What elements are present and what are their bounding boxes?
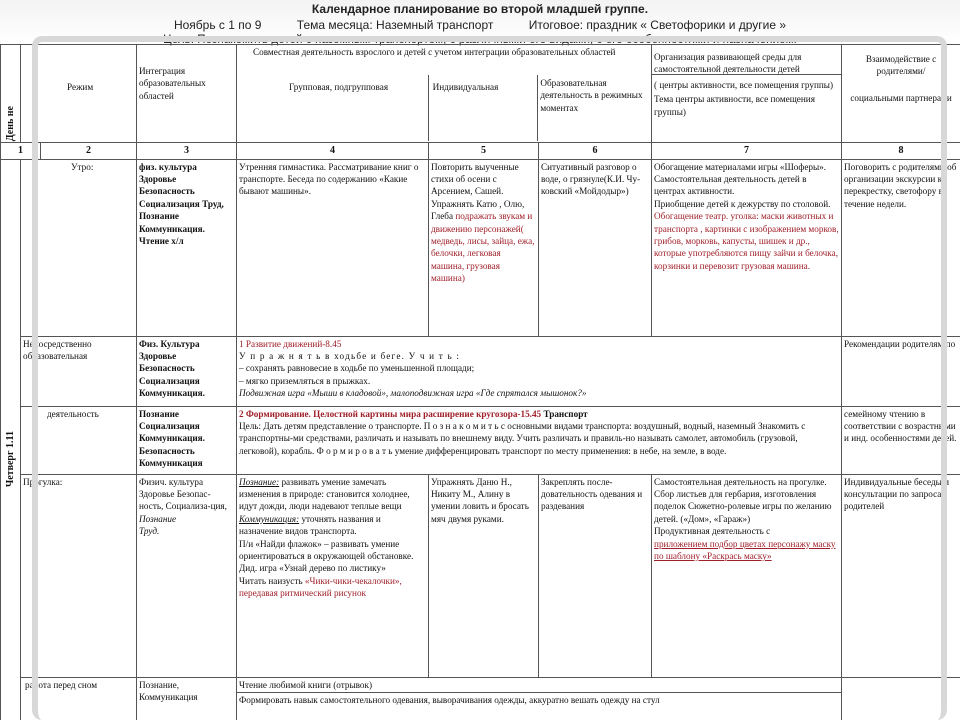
- column-parents: Взаимодействие с родителями/ социальными партнерами: [842, 45, 960, 143]
- header-period: Ноябрь с 1 по 9: [173, 18, 262, 32]
- table-header-row: [1, 45, 960, 143]
- row-direct: [1, 336, 960, 406]
- row-sleep: [1, 677, 960, 720]
- walk-regime: Прогулка:: [21, 474, 137, 677]
- direct-regime: Непосредственно образовательная: [21, 336, 137, 406]
- header-goal: Цель: Познакомить детей с наземным транспортом, с различными его видами, с его особенностями и назначением.: [163, 34, 797, 46]
- col-number-2: 2: [41, 143, 137, 160]
- morning-integration: физ. культура Здоровье Безопасность Социализация Труд, Познание Коммуникация. Чтение х/л: [137, 159, 237, 336]
- sleep-content: Чтение любимой книги (отрывок) Формировать навык самостоятельного одевания, выворачивания одежды, аккуратно вешать одежду на стул: [237, 677, 842, 720]
- col-number-7: 7: [652, 143, 842, 160]
- row-walk: [1, 474, 960, 677]
- column-environment: Организация развивающей среды для самостоятельной деятельности детей ( центры активности, все помещения группы) Тема центры активности, все помещения группы): [652, 45, 842, 143]
- activity-content: 2 Формирование. Целостной картины мира расширение кругозора-15.45 Транспорт Цель: Дать детям представление о транспорте. П о з н а к о м и т ь с основными видами транспорта: воздушный, водный, наземный Знакомить с транспортны-ми средствами, различать и называть по внешнему виду. Учить различать и правиль-но называть самолет, автомобиль (грузовой, легковой), корабль. Ф о р м и р о в а т ь умение дифференцировать транспорт по месту применения: в небе, на земле, в воде.: [237, 406, 842, 474]
- activity-regime: деятельность: [21, 406, 137, 474]
- row-activity: [1, 406, 960, 474]
- walk-parents: Индивидуальные беседы и консультации по запросам родителей: [842, 474, 960, 677]
- header-final: Итоговое: праздник « Светофорики и другие »: [528, 18, 787, 32]
- header-subline: [0, 18, 960, 32]
- sleep-regime: работа перед сном: [21, 677, 137, 720]
- morning-group: Утренняя гимнастика. Рассматривание книг о транспорте. Беседа по содержанию «Какие бывают машины».: [237, 159, 429, 336]
- morning-moments: Ситуативный разговор о воде, о грязнуле(К.И. Чу-ковский «Мойдодыр»): [539, 159, 652, 336]
- planning-table: [0, 44, 960, 720]
- column-joint: Совместная деятельность взрослого и детей с учетом интеграции образовательных областей Групповая, подгрупповая Индивидуальная Образовательная деятельность в режимных моментах: [237, 45, 652, 143]
- column-day: День не: [4, 105, 16, 141]
- header-theme: Тема месяца: Наземный транспорт: [296, 18, 494, 32]
- column-group: Групповая, подгрупповая: [237, 75, 429, 141]
- activity-integration: Познание Социализация Коммуникация. Безопасность Коммуникация: [137, 406, 237, 474]
- direct-integration: Физ. Культура Здоровье Безопасность Социализация Коммуникация.: [137, 336, 237, 406]
- col-number-4: 4: [237, 143, 429, 160]
- direct-content: 1 Развитие движений-8.45 У п р а ж н я т ь в ходьбе и беге. У ч и т ь : – сохранять равновесие в ходьбе по уменьшенной площади; – мягко приземляться в прыжках. Подвижная игра «Мыши в кладовой», малоподвижная игра «Где спрятался мышонок?»: [237, 336, 842, 406]
- morning-parents: Поговорить с родителями об организации экскурсии к перекрестку, светофору в течение недели.: [842, 159, 960, 336]
- column-moments: Образовательная деятельность в режимных моментах: [540, 78, 643, 113]
- page-title: Календарное планирование во второй младшей группе.: [311, 2, 649, 16]
- morning-regime: Утро:: [21, 159, 137, 336]
- sleep-integration: Познание, Коммуникация: [137, 677, 237, 720]
- column-regime: Режим: [21, 45, 137, 143]
- col-number-8: 8: [842, 143, 960, 160]
- col-number-1: 1: [1, 143, 41, 160]
- morning-environment: Обогащение материалами игры «Шоферы». Самостоятельная деятельность детей в центрах активности. Приобщение детей к дежурству по столовой. Обогащение театр. уголка: маски животных и транспорта , картинки с изображением морков, грибов, морковь, капусты, шишек и др., которые употребляются пищу зайчи и белочка, корзинки и перевозит грузовая машина.: [652, 159, 842, 336]
- day-label: Четверг 1.11: [4, 431, 16, 488]
- walk-integration: Физич. культура Здоровье Безопас-ность, Социализа-ция, Познание Труд.: [137, 474, 237, 677]
- morning-individual: Повторить выученные стихи об осени с Арсением, Сашей. Упражнять Катю , Олю, Глеба подражать звукам и движению персонажей( медведь, лисы, зайца, ежа, белочки, легковая машина, грузовая машина): [429, 159, 539, 336]
- walk-individual: Упражнять Даню Н., Никиту М., Алину в умении ловить и бросать мяч двумя руками.: [429, 474, 539, 677]
- column-numbers-row: [1, 143, 960, 160]
- walk-group: Познание: развивать умение замечать изменения в природе: становится холоднее, идут дожди, люди надевают теплые вещи Коммуникация: уточнять названия и назначение видов транспорта. П/и «Найди флажок» – развивать умение ориентироваться в окружающей обстановке. Дид. игра «Узнай дерево по листику» Читать наизусть «Чики-чики-чекалочки», передавая ритмический рисунок: [237, 474, 429, 677]
- walk-moments: Закреплять после-довательность одевания и раздевания: [539, 474, 652, 677]
- walk-environment: Самостоятельная деятельность на прогулке. Сбор листьев для гербария, изготовления поделок Сюжетно-ролевые игры по желанию детей. («Дом», «Гараж») Продуктивная деятельность с приложением подбор цветах персонажу маску по шаблону «Раскрась маску»: [652, 474, 842, 677]
- direct-parents: Рекомендации родителям по: [842, 336, 960, 406]
- row-morning: [1, 159, 960, 336]
- activity-parents: семейному чтению в соответствии с возрастными и инд. особенностями детей.: [842, 406, 960, 474]
- column-integration: Интеграция образовательных областей: [137, 45, 237, 143]
- column-individual: Индивидуальная: [429, 75, 539, 141]
- sleep-parents: [842, 677, 960, 720]
- day-cell: [1, 159, 21, 720]
- col-number-3: 3: [137, 143, 237, 160]
- col-number-6: 6: [539, 143, 652, 160]
- col-number-5: 5: [429, 143, 539, 160]
